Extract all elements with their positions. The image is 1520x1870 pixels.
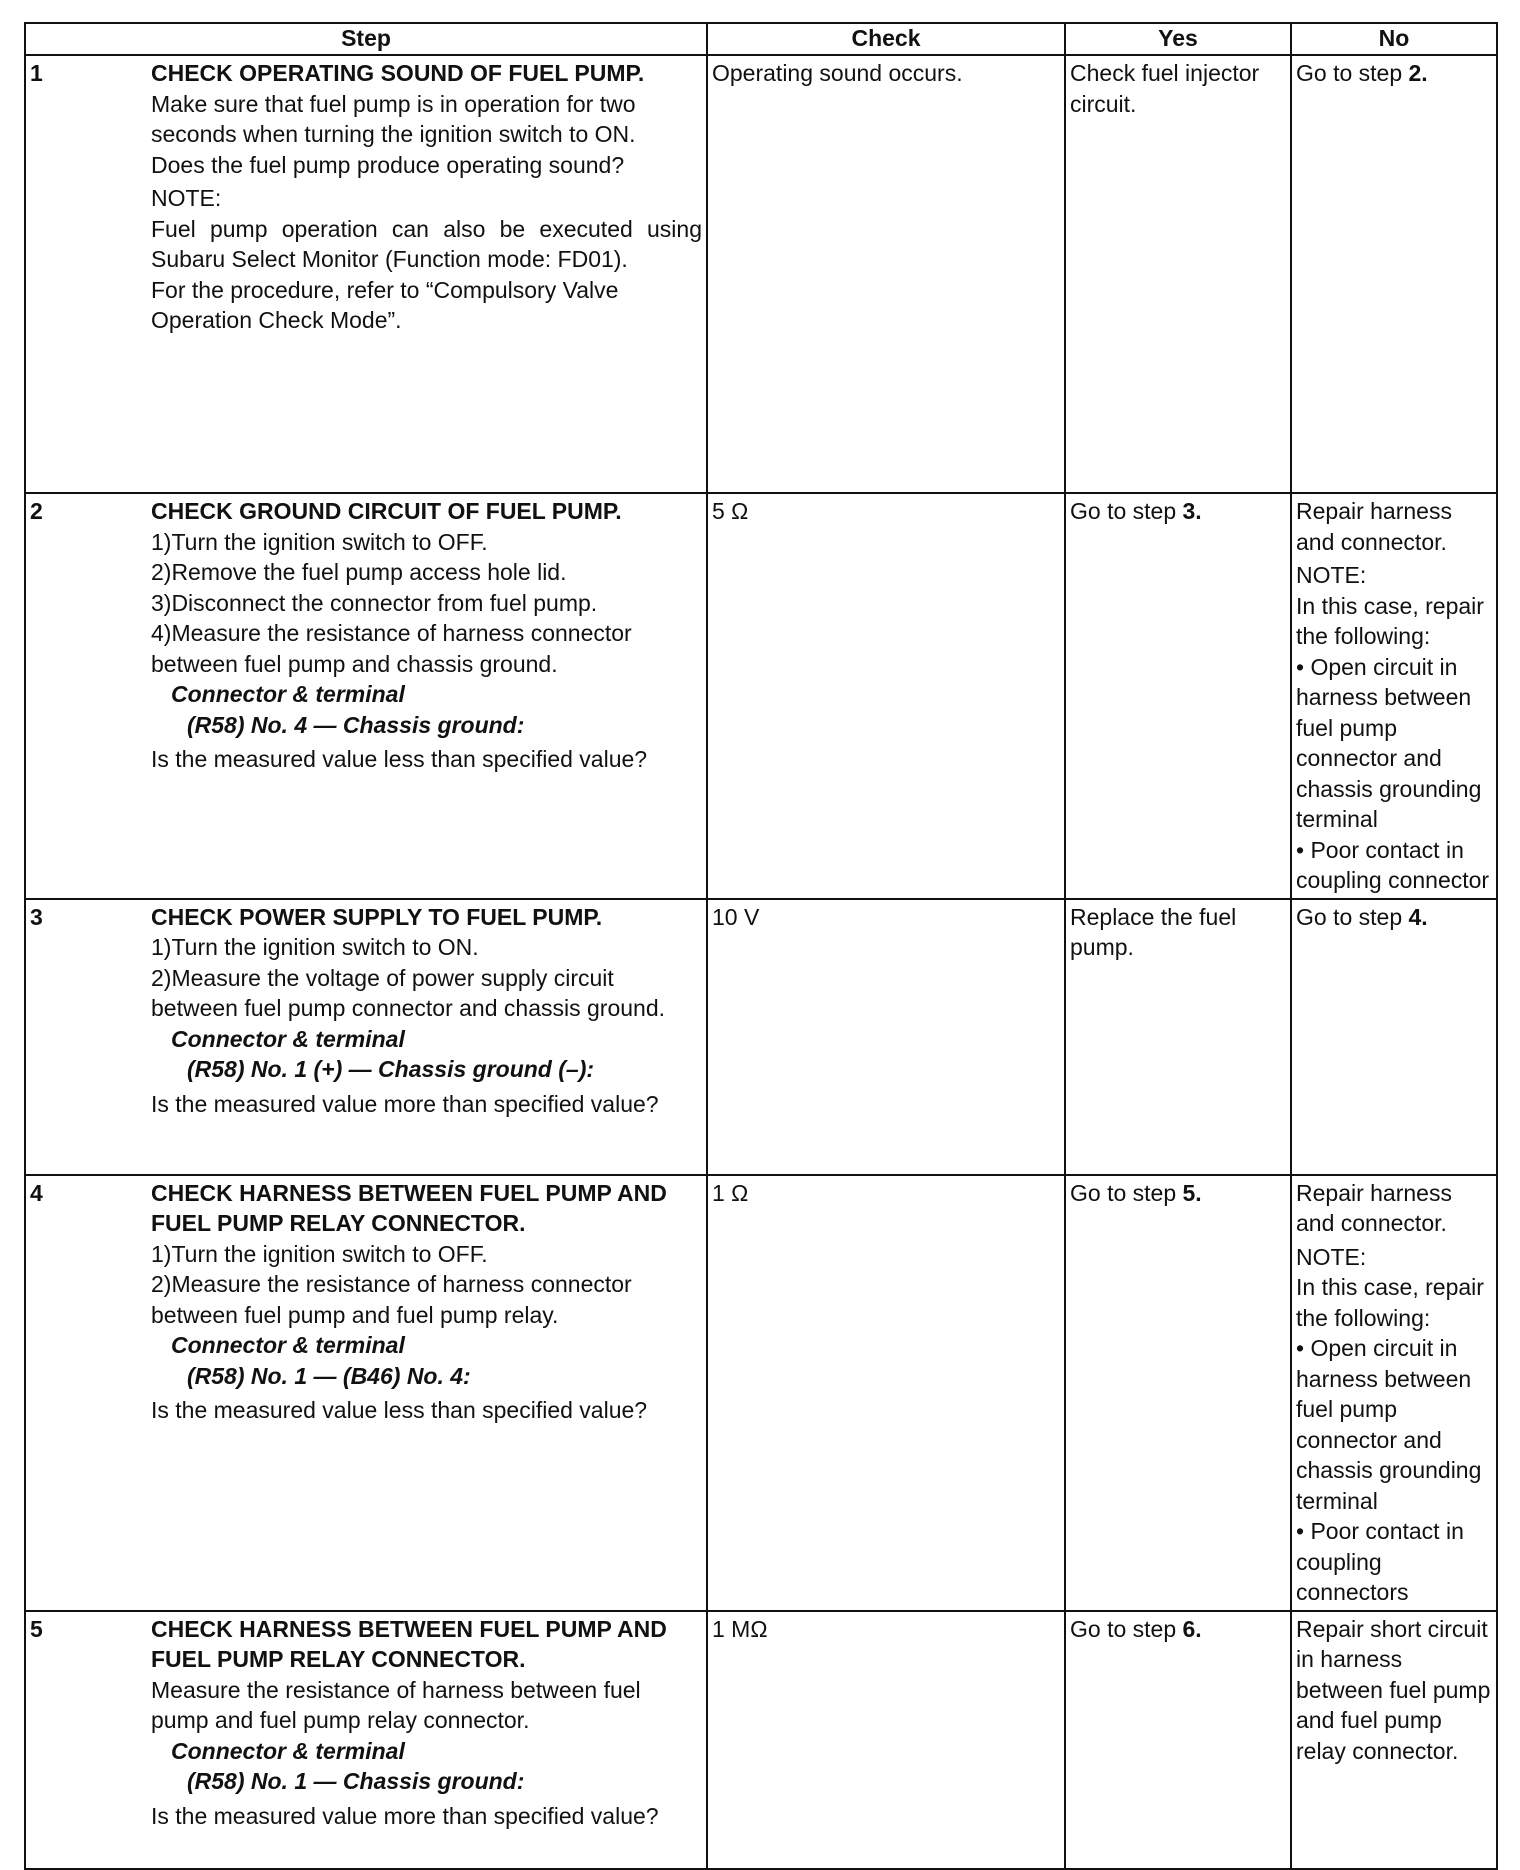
table-row-2	[25, 493, 1497, 899]
step-question: Does the fuel pump produce operating sound?	[151, 151, 625, 178]
header-no: No	[1291, 23, 1497, 55]
step-line-1: 1)Turn the ignition switch to ON.	[151, 934, 479, 960]
check-cell: Operating sound occurs.	[707, 55, 1065, 493]
step-number: 1	[25, 55, 151, 493]
step-line-1: 1)Turn the ignition switch to OFF.	[151, 528, 488, 555]
step-line-3: 3)Disconnect the connector from fuel pump.	[151, 589, 598, 616]
connector-value: (R58) No. 1 — (B46) No. 4:	[187, 1362, 471, 1389]
no-step-link: 2.	[1408, 60, 1428, 86]
step-number: 4	[25, 1175, 151, 1611]
no-main: Repair harness and connector.	[1296, 498, 1452, 555]
no-cell	[1291, 493, 1497, 899]
diagnostic-table	[24, 22, 1498, 1870]
no-bullet-2: • Poor contact in coupling connector	[1296, 836, 1490, 893]
no-bullet-1: • Open circuit in harness between fuel pump connector and chassis grounding terminal	[1296, 1335, 1482, 1514]
no-note-text: In this case, repair the following:	[1296, 1274, 1484, 1331]
table-row-5	[25, 1611, 1497, 1869]
table-row-1	[25, 55, 1497, 493]
header-check: Check	[707, 23, 1065, 55]
check-cell: 1 Ω	[707, 1175, 1065, 1611]
yes-cell: Check fuel injector circuit.	[1065, 55, 1291, 493]
no-main: Repair harness and connector.	[1296, 1179, 1452, 1236]
no-cell: Repair short circuit in harness between fuel pump and fuel pump relay connector.	[1291, 1611, 1497, 1869]
note-label: NOTE:	[151, 185, 222, 211]
step-title: CHECK OPERATING SOUND OF FUEL PUMP.	[151, 60, 645, 86]
yes-cell: Replace the fuel pump.	[1065, 899, 1291, 1175]
no-prefix: Go to step	[1296, 903, 1409, 930]
connector-value: (R58) No. 4 — Chassis ground:	[187, 711, 525, 738]
yes-step-link: 3.	[1182, 498, 1202, 524]
step-cell	[151, 1611, 707, 1869]
step-title: CHECK HARNESS BETWEEN FUEL PUMP AND FUEL PUMP RELAY CONNECTOR.	[151, 1615, 667, 1672]
no-step-link: 4.	[1408, 903, 1428, 930]
table-row-4	[25, 1175, 1497, 1611]
connector-label: Connector & terminal	[171, 1025, 405, 1052]
no-bullet-2: • Poor contact in coupling connectors	[1296, 1518, 1464, 1605]
no-note-label: NOTE:	[1296, 1243, 1367, 1270]
step-body: Measure the resistance of harness between fuel pump and fuel pump relay connector.	[151, 1676, 641, 1733]
check-cell: 5 Ω	[707, 493, 1065, 899]
yes-cell	[1065, 1611, 1291, 1869]
step-title: CHECK POWER SUPPLY TO FUEL PUMP.	[151, 903, 603, 930]
note-text-2: For the procedure, refer to “Compulsory Valve Operation Check Mode”.	[151, 276, 619, 333]
connector-value: (R58) No. 1 (+) — Chassis ground (–):	[187, 1056, 595, 1082]
step-title: CHECK HARNESS BETWEEN FUEL PUMP AND FUEL PUMP RELAY CONNECTOR.	[151, 1179, 667, 1236]
step-question: Is the measured value less than specified value?	[151, 746, 648, 772]
note-text: Fuel pump operation can also be executed using Subaru Select Monitor (Function mode: FD01).	[151, 215, 702, 272]
header-yes: Yes	[1065, 23, 1291, 55]
yes-prefix: Go to step	[1070, 498, 1183, 524]
table-row-3	[25, 899, 1497, 1175]
step-question: Is the measured value more than specified value?	[151, 1802, 659, 1829]
yes-step-link: 6.	[1182, 1615, 1202, 1642]
step-line-2: 2)Measure the voltage of power supply circuit between fuel pump connector and chassis ground.	[151, 964, 665, 1021]
step-cell	[151, 55, 707, 493]
no-cell	[1291, 1175, 1497, 1611]
yes-step-link: 5.	[1182, 1179, 1202, 1206]
step-body: Make sure that fuel pump is in operation for two seconds when turning the ignition switch to ON.	[151, 90, 636, 147]
yes-prefix: Go to step	[1070, 1179, 1183, 1206]
step-cell	[151, 899, 707, 1175]
step-cell	[151, 1175, 707, 1611]
header-step: Step	[25, 23, 707, 55]
step-number: 3	[25, 899, 151, 1175]
yes-prefix: Go to step	[1070, 1615, 1183, 1642]
header-row	[25, 23, 1497, 55]
connector-label: Connector & terminal	[171, 1737, 405, 1764]
yes-cell	[1065, 493, 1291, 899]
yes-cell	[1065, 1175, 1291, 1611]
no-cell	[1291, 899, 1497, 1175]
no-cell	[1291, 55, 1497, 493]
no-note-text: In this case, repair the following:	[1296, 592, 1484, 649]
no-prefix: Go to step	[1296, 60, 1409, 86]
step-question: Is the measured value less than specified value?	[151, 1397, 648, 1423]
step-number: 2	[25, 493, 151, 899]
step-line-4: 4)Measure the resistance of harness connector between fuel pump and chassis ground.	[151, 620, 632, 677]
no-bullet-1: • Open circuit in harness between fuel pump connector and chassis grounding terminal	[1296, 653, 1482, 832]
step-line-2: 2)Measure the resistance of harness connector between fuel pump and fuel pump relay.	[151, 1271, 632, 1328]
step-line-2: 2)Remove the fuel pump access hole lid.	[151, 559, 567, 585]
check-cell: 10 V	[707, 899, 1065, 1175]
connector-value: (R58) No. 1 — Chassis ground:	[187, 1768, 525, 1794]
connector-label: Connector & terminal	[171, 1332, 405, 1358]
step-line-1: 1)Turn the ignition switch to OFF.	[151, 1240, 488, 1267]
step-cell	[151, 493, 707, 899]
step-title: CHECK GROUND CIRCUIT OF FUEL PUMP.	[151, 498, 622, 524]
step-number: 5	[25, 1611, 151, 1869]
check-cell: 1 MΩ	[707, 1611, 1065, 1869]
step-question: Is the measured value more than specified value?	[151, 1090, 659, 1117]
no-note-label: NOTE:	[1296, 562, 1367, 588]
connector-label: Connector & terminal	[171, 681, 405, 707]
